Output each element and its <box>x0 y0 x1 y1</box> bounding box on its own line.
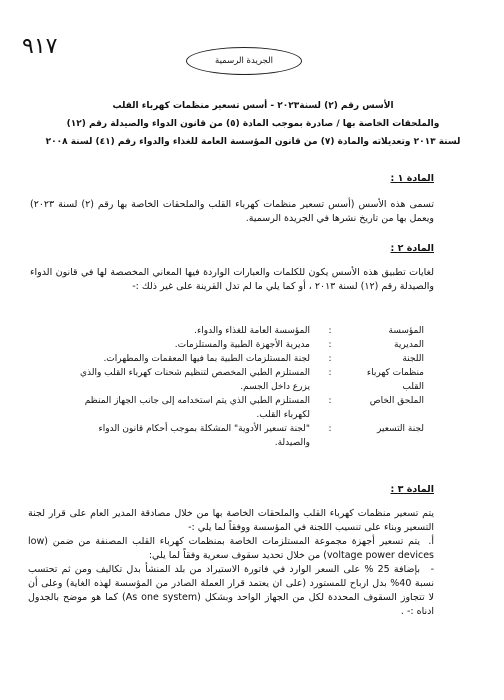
definition-colon: : <box>328 396 332 406</box>
definition-text: المؤسسة العامة للغذاء والدواء. <box>194 326 310 336</box>
article-intro: لغايات تطبيق هذه الأسس يكون للكلمات والعبارات الواردة فيها المعاني المخصصة لها في قانون الدواء والصيدلة رقم (١٢) لسنة ٢٠١٣ ، أو كما يلي ما لم تدل القرينة على غير ذلك :- <box>30 267 434 292</box>
page-number: ٩١٧ <box>22 34 58 59</box>
definition-row <box>66 366 424 394</box>
definition-colon: : <box>328 340 332 350</box>
definition-row <box>66 324 424 338</box>
definition-colon: : <box>328 326 332 336</box>
title-line: الأسس رقم (٢) لسنة٢٠٢٣ - أسس تسعير منظمات كهرباء القلب <box>112 101 394 111</box>
gazette-label-text: الجريدة الرسمية <box>215 56 273 66</box>
list-item <box>28 535 434 563</box>
item-mark: أ. <box>428 536 434 547</box>
article-text: تسمى هذه الأسس (أسس تسعير منظمات كهرباء القلب والملحقات الخاصة بها رقم (٢) لسنة ٢٠٢٣) ويعمل بها من تاريخ نشرها في الجريدة الرسمية. <box>30 199 435 224</box>
definition-text: مديرية الأجهزة الطبية والمستلزمات. <box>174 340 310 350</box>
article-heading: المادة ١ : <box>390 173 434 184</box>
definition-term: لجنة التسعير <box>377 424 424 434</box>
definition-row <box>66 422 424 450</box>
article-heading: المادة ٢ : <box>390 243 434 254</box>
list-item <box>28 563 434 619</box>
article-heading: المادة ٣ : <box>390 484 434 495</box>
document-title <box>24 97 482 151</box>
definition-term: منظمات كهرباء القلب <box>366 368 424 392</box>
definition-colon: : <box>328 354 332 364</box>
definition-text: لجنة المستلزمات الطبية بما فيها المعقمات والمطهرات. <box>103 354 310 364</box>
definitions-list <box>66 324 424 450</box>
definition-term: اللجنة <box>402 354 424 364</box>
definition-term: الملحق الخاص <box>369 396 424 406</box>
definition-text: "لجنة تسعير الأدوية" المشكلة بموجب أحكام قانون الدواء والصيدلة. <box>98 424 310 448</box>
definition-term: المؤسسة <box>388 326 424 336</box>
definition-row <box>66 394 424 422</box>
definition-row <box>66 338 424 352</box>
article-items <box>28 535 434 619</box>
title-line: لسنة ٢٠١٣ وتعديلاته والمادة (٧) من قانون المؤسسة العامة للغذاء والدواء رقم (٤١) لسنة ٢٠٠٨ <box>45 137 461 147</box>
article-1 <box>30 173 434 226</box>
definition-row <box>66 352 424 366</box>
definition-term: المديرية <box>394 340 424 350</box>
item-text: بإضافة 25 % على السعر الوارد في فاتورة الاستيراد من بلد المنشأ بدل تكاليف ومن ثم تحتسب نسبة 40% بدل ارباح للمستورد (على ان يعتمد قرار العملة الصادر من المؤسسة لهذه الغاية) وعلى أن لا تتجاوز السقوف المحددة لكل من الجهاز الواحد وبشكل (As one system) كما هو موضح بالجدول ادناه :- . <box>28 564 434 617</box>
article-2 <box>30 243 434 294</box>
gazette-label <box>186 47 302 75</box>
item-mark: - <box>430 564 434 575</box>
item-text: يتم تسعير أجهزة مجموعة المستلزمات الخاصة بمنظمات كهرباء القلب المصنفة من ضمن (low voltage power devices) من خلال تحديد سقوف سعرية وفقاً لما يلي: <box>28 536 434 561</box>
definition-colon: : <box>328 368 332 378</box>
article-intro: يتم تسعير منظمات كهرباء القلب والملحقات الخاصة بها من خلال مصادقة المدير العام على قرار لجنة التسعير وبناء على تنسيب اللجنة في المؤسسة ووفقاً لما يلي :- <box>28 508 434 533</box>
definition-text: المستلزم الطبي المخصص لتنظيم شحنات كهرباء القلب والذي يزرع داخل الجسم. <box>79 368 310 392</box>
title-line: والملحقات الخاصة بها / صادرة بموجب المادة (٥) من قانون الدواء والصيدلة رقم (١٢) <box>66 119 440 129</box>
article-3 <box>28 484 434 619</box>
definition-colon: : <box>328 424 332 434</box>
definition-text: المستلزم الطبي الذي يتم استخدامه إلى جانب الجهاز المنظم لكهرباء القلب. <box>84 396 310 420</box>
